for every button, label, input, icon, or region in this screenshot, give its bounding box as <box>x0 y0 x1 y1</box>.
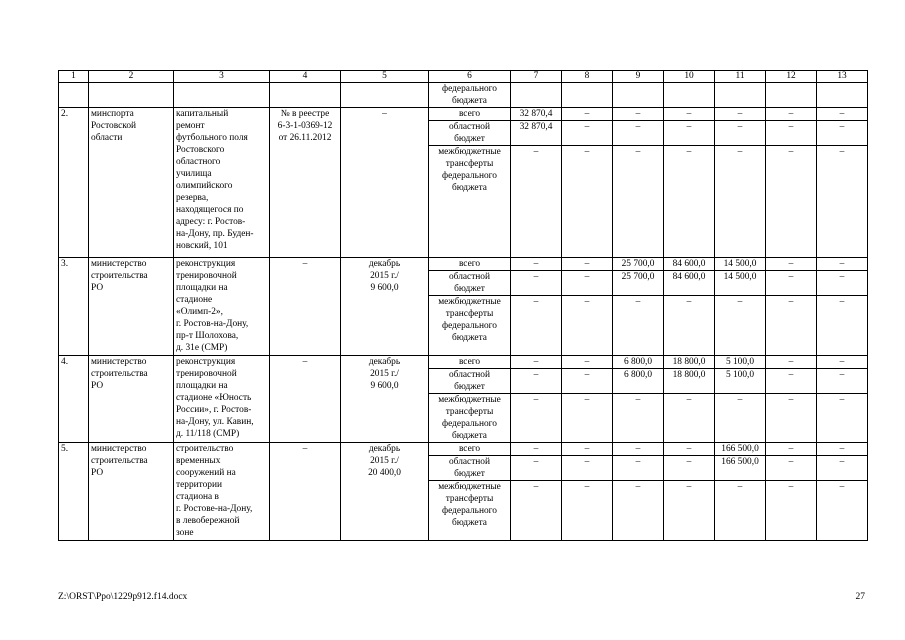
value-cell: – <box>766 108 817 121</box>
registry-cell: – <box>270 356 341 443</box>
table-rows <box>59 108 868 541</box>
column-number: 10 <box>664 71 715 83</box>
value-cell: – <box>766 356 817 369</box>
registry-cell: – <box>270 443 341 541</box>
column-number: 11 <box>715 71 766 83</box>
value-cell: – <box>562 146 613 258</box>
value-cell: – <box>562 271 613 296</box>
value-cell: – <box>664 121 715 146</box>
table-row <box>59 108 868 121</box>
value-cell: 84 600,0 <box>664 271 715 296</box>
column-number: 1 <box>59 71 89 83</box>
value-cell: – <box>817 481 868 541</box>
value-cell: 14 500,0 <box>715 271 766 296</box>
value-cell: – <box>715 481 766 541</box>
value-cell: 84 600,0 <box>664 258 715 271</box>
value-cell: 5 100,0 <box>715 369 766 394</box>
object-cell: капитальный ремонт футбольного поля Ростовского областного училища олимпийского резерва, находящегося по адресу: г. Ростов- на-Дону, пр. Буден- новский, 101 <box>174 108 270 258</box>
value-cell: – <box>664 456 715 481</box>
term-cell: декабрь 2015 г./ 9 600,0 <box>341 258 429 356</box>
value-cell: 166 500,0 <box>715 443 766 456</box>
registry-cell: № в реестре 6-3-1-0369-12 от 26.11.2012 <box>270 108 341 258</box>
value-cell: – <box>613 296 664 356</box>
value-cell: – <box>715 296 766 356</box>
value-cell: – <box>511 394 562 443</box>
budget-line-label: межбюджетные трансферты федерального бюджета <box>429 394 511 443</box>
value-cell: – <box>817 394 868 443</box>
value-cell: – <box>715 394 766 443</box>
value-cell: – <box>664 394 715 443</box>
value-cell: – <box>613 481 664 541</box>
value-cell: – <box>766 296 817 356</box>
column-number: 3 <box>174 71 270 83</box>
executor-cell: министерство строительства РО <box>89 356 174 443</box>
table-row <box>59 443 868 456</box>
object-cell: реконструкция тренировочной площадки на стадионе «Олимп-2», г. Ростов-на-Дону, пр-т Шолохова, д. 31е (СМР) <box>174 258 270 356</box>
value-cell: – <box>613 121 664 146</box>
column-number: 4 <box>270 71 341 83</box>
value-cell: – <box>613 146 664 258</box>
value-cell: 25 700,0 <box>613 271 664 296</box>
column-number: 13 <box>817 71 868 83</box>
value-cell: 32 870,4 <box>511 108 562 121</box>
row-number: 2. <box>59 108 89 258</box>
table-row <box>59 356 868 369</box>
value-cell: – <box>766 481 817 541</box>
budget-line-label: федерального бюджета <box>429 83 511 108</box>
value-cell: – <box>766 121 817 146</box>
value-cell: – <box>562 481 613 541</box>
value-cell: – <box>511 481 562 541</box>
value-cell: – <box>664 108 715 121</box>
column-number-row <box>59 71 868 83</box>
value-cell: – <box>817 356 868 369</box>
budget-table <box>58 70 868 541</box>
column-number: 12 <box>766 71 817 83</box>
term-cell: – <box>341 108 429 258</box>
budget-line-label: областной бюджет <box>429 271 511 296</box>
budget-line-label: областной бюджет <box>429 369 511 394</box>
registry-cell: – <box>270 258 341 356</box>
value-cell: – <box>664 296 715 356</box>
page-number: 27 <box>855 592 865 602</box>
budget-line-label: всего <box>429 258 511 271</box>
column-number: 2 <box>89 71 174 83</box>
executor-cell: министерство строительства РО <box>89 258 174 356</box>
value-cell: – <box>562 394 613 443</box>
object-cell: реконструкция тренировочной площадки на стадионе «Юность России», г. Ростов- на-Дону, ул. Кавин, д. 11/118 (СМР) <box>174 356 270 443</box>
value-cell: – <box>664 146 715 258</box>
value-cell: 18 800,0 <box>664 369 715 394</box>
value-cell: – <box>817 258 868 271</box>
row-number: 4. <box>59 356 89 443</box>
term-cell: декабрь 2015 г./ 9 600,0 <box>341 356 429 443</box>
value-cell: – <box>511 443 562 456</box>
value-cell: 6 800,0 <box>613 356 664 369</box>
value-cell: – <box>664 481 715 541</box>
value-cell: – <box>562 443 613 456</box>
executor-cell: минспорта Ростовской области <box>89 108 174 258</box>
value-cell: – <box>511 356 562 369</box>
value-cell: – <box>613 443 664 456</box>
value-cell: 32 870,4 <box>511 121 562 146</box>
value-cell: – <box>817 108 868 121</box>
value-cell: 5 100,0 <box>715 356 766 369</box>
table-row <box>59 258 868 271</box>
executor-cell: министерство строительства РО <box>89 443 174 541</box>
value-cell: – <box>562 456 613 481</box>
value-cell: – <box>817 271 868 296</box>
value-cell: – <box>511 146 562 258</box>
value-cell: – <box>766 258 817 271</box>
value-cell: – <box>766 443 817 456</box>
value-cell: – <box>715 108 766 121</box>
term-cell: декабрь 2015 г./ 20 400,0 <box>341 443 429 541</box>
value-cell: 166 500,0 <box>715 456 766 481</box>
column-number: 9 <box>613 71 664 83</box>
column-number: 5 <box>341 71 429 83</box>
value-cell: – <box>817 456 868 481</box>
value-cell: 14 500,0 <box>715 258 766 271</box>
column-number: 8 <box>562 71 613 83</box>
value-cell: – <box>562 369 613 394</box>
value-cell: – <box>766 394 817 443</box>
value-cell: 25 700,0 <box>613 258 664 271</box>
value-cell: – <box>715 146 766 258</box>
budget-line-label: межбюджетные трансферты федерального бюджета <box>429 296 511 356</box>
value-cell: 18 800,0 <box>664 356 715 369</box>
value-cell: – <box>511 369 562 394</box>
budget-line-label: всего <box>429 443 511 456</box>
value-cell: – <box>613 394 664 443</box>
value-cell: – <box>613 456 664 481</box>
value-cell: – <box>715 121 766 146</box>
value-cell: – <box>766 146 817 258</box>
value-cell: – <box>817 121 868 146</box>
value-cell: – <box>562 258 613 271</box>
value-cell: – <box>817 369 868 394</box>
budget-line-label: областной бюджет <box>429 456 511 481</box>
column-number: 6 <box>429 71 511 83</box>
value-cell: – <box>562 108 613 121</box>
value-cell: – <box>613 108 664 121</box>
budget-line-label: областной бюджет <box>429 121 511 146</box>
value-cell: – <box>562 356 613 369</box>
value-cell: – <box>817 443 868 456</box>
value-cell: – <box>511 296 562 356</box>
value-cell: – <box>562 121 613 146</box>
value-cell: – <box>817 146 868 258</box>
row-number: 5. <box>59 443 89 541</box>
continuation-row <box>59 83 868 108</box>
value-cell: – <box>664 443 715 456</box>
value-cell: – <box>511 271 562 296</box>
budget-line-label: межбюджетные трансферты федерального бюджета <box>429 481 511 541</box>
value-cell: – <box>511 456 562 481</box>
budget-line-label: межбюджетные трансферты федерального бюджета <box>429 146 511 258</box>
file-path: Z:\ORST\Ppo\1229p912.f14.docx <box>58 592 188 602</box>
object-cell: строительство временных сооружений на территории стадиона в г. Ростове-на-Дону, в левобережной зоне <box>174 443 270 541</box>
value-cell: – <box>817 296 868 356</box>
row-number: 3. <box>59 258 89 356</box>
column-number: 7 <box>511 71 562 83</box>
value-cell: – <box>511 258 562 271</box>
value-cell: – <box>562 296 613 356</box>
budget-line-label: всего <box>429 108 511 121</box>
budget-line-label: всего <box>429 356 511 369</box>
value-cell: – <box>766 456 817 481</box>
value-cell: 6 800,0 <box>613 369 664 394</box>
value-cell: – <box>766 271 817 296</box>
value-cell: – <box>766 369 817 394</box>
